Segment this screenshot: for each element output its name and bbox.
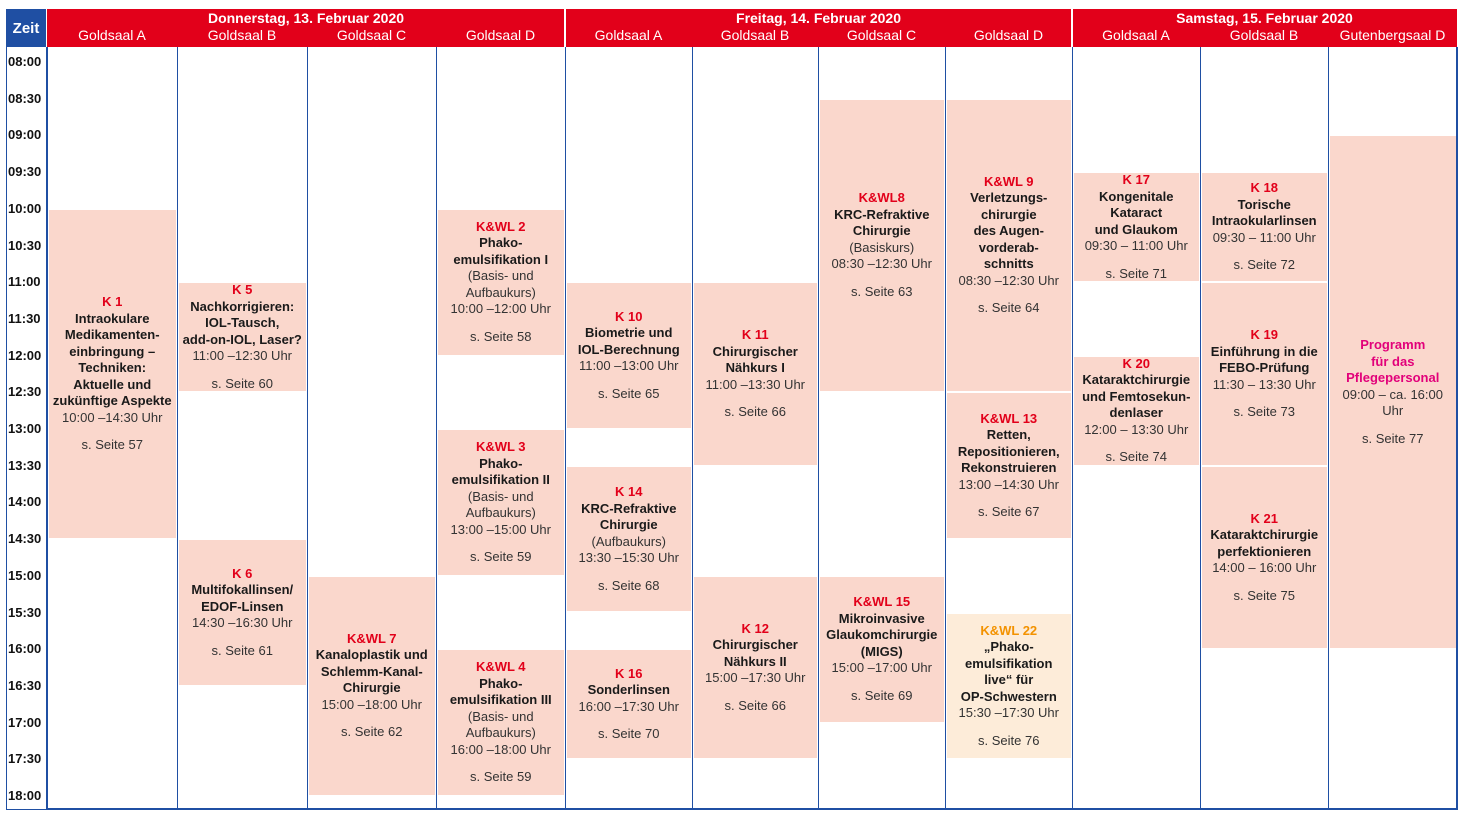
session-title-line: chirurgie: [980, 206, 1037, 222]
session-block[interactable]: [567, 467, 692, 612]
session-page-ref[interactable]: s. Seite 74: [1105, 449, 1167, 465]
session-code: K 20: [1122, 355, 1150, 371]
session-title-line: Repositionieren,: [957, 443, 1060, 459]
time-label: 17:30: [8, 751, 42, 767]
session-code: K 10: [615, 308, 643, 324]
session-title-line: und Glaukom: [1094, 221, 1178, 237]
room-column: [177, 47, 307, 810]
session-page-ref[interactable]: s. Seite 59: [470, 769, 532, 785]
time-label: 15:00: [8, 567, 42, 583]
session-time: 10:00 –12:00 Uhr: [450, 301, 551, 317]
time-label: 08:30: [8, 90, 42, 106]
session-title-line: schnitts: [983, 256, 1034, 272]
session-block[interactable]: [179, 540, 307, 685]
session-code: K 12: [741, 620, 769, 636]
session-title-line: einbringung –: [69, 343, 156, 359]
session-block[interactable]: [1074, 173, 1200, 281]
session-time: 16:00 –17:30 Uhr: [578, 698, 679, 714]
session-title-line: live“ für: [984, 672, 1034, 688]
session-code: K 6: [232, 565, 253, 581]
session-title-line: Multifokallinsen/: [191, 582, 294, 598]
room-label: Goldsaal B: [720, 27, 790, 43]
day-separator: [1071, 9, 1073, 47]
session-title-line: Schlemm-Kanal-: [320, 663, 423, 679]
session-code: K&WL 9: [983, 173, 1034, 189]
session-title-line: Chirurgischer: [712, 637, 798, 653]
session-page-ref[interactable]: s. Seite 77: [1362, 430, 1424, 446]
room-label: Goldsaal A: [594, 27, 663, 43]
session-title-line: Chirurgischer: [712, 343, 798, 359]
session-title-line: Chirurgie: [599, 517, 658, 533]
session-block[interactable]: [694, 577, 818, 759]
session-block[interactable]: [1202, 283, 1328, 465]
session-subtitle-line: (Basis- und: [467, 488, 534, 504]
session-time: 15:00 –17:00 Uhr: [831, 660, 932, 676]
session-title-line: zukünftige Aspekte: [52, 393, 172, 409]
time-label: 12:30: [8, 384, 42, 400]
session-title-line: emulsifikation III: [449, 692, 552, 708]
session-code: K&WL 22: [980, 622, 1038, 638]
day-title: Samstag, 15. Februar 2020: [1176, 10, 1353, 26]
session-code: K 17: [1122, 172, 1150, 188]
time-label: 13:30: [8, 457, 42, 473]
session-page-ref[interactable]: s. Seite 73: [1233, 404, 1295, 420]
session-title-line: Phako-: [479, 455, 523, 471]
session-title-line: Nähkurs I: [725, 360, 785, 376]
day-title: Freitag, 14. Februar 2020: [736, 10, 901, 26]
session-title-line: Techniken:: [78, 360, 147, 376]
session-time: 15:00 –18:00 Uhr: [321, 696, 422, 712]
session-block[interactable]: [567, 650, 692, 758]
session-title-line: KRC-Refraktive: [834, 206, 930, 222]
session-subtitle-line: Aufbaukurs): [465, 725, 536, 741]
session-page-ref[interactable]: s. Seite 66: [724, 697, 786, 713]
room-label: Goldsaal B: [1229, 27, 1299, 43]
session-page-ref[interactable]: s. Seite 69: [851, 687, 913, 703]
time-label: 16:30: [8, 677, 42, 693]
session-block[interactable]: [49, 210, 177, 538]
time-label: 15:30: [8, 604, 42, 620]
session-title-line: Retten,: [986, 427, 1031, 443]
session-title-line: IOL-Tausch,: [205, 315, 280, 331]
time-label: 09:30: [8, 164, 42, 180]
room-label: Goldsaal A: [1102, 27, 1170, 43]
time-label: 13:00: [8, 421, 42, 436]
session-page-ref[interactable]: s. Seite 68: [598, 577, 660, 593]
session-code: K&WL 3: [475, 439, 526, 455]
session-title-line: Biometrie und: [585, 325, 673, 341]
session-title-line: OP-Schwestern: [960, 688, 1057, 704]
session-title-line: Programm: [1360, 337, 1426, 353]
time-label: 14:00: [8, 494, 42, 510]
session-title-line: für das: [1371, 353, 1415, 369]
day-title: Donnerstag, 13. Februar 2020: [207, 10, 405, 26]
session-page-ref[interactable]: s. Seite 66: [724, 404, 786, 420]
session-code: K 21: [1250, 510, 1278, 526]
session-block[interactable]: [820, 577, 945, 722]
session-title-line: emulsifikation II: [451, 472, 550, 488]
session-title-line: Kataraktchirurgie: [1210, 527, 1319, 543]
session-title-line: IOL-Berechnung: [577, 341, 680, 357]
session-block[interactable]: [1074, 357, 1200, 465]
session-time: 08:30 –12:30 Uhr: [958, 272, 1059, 288]
session-block[interactable]: [1202, 467, 1328, 649]
time-label: 18:00: [8, 788, 42, 803]
session-subtitle-line: (Aufbaukurs): [591, 533, 666, 549]
session-time: 11:30 – 13:30 Uhr: [1212, 376, 1316, 392]
session-title-line: Rekonstruieren: [961, 460, 1057, 476]
session-title-line: Glaukomchirurgie: [826, 627, 938, 643]
session-time: 15:30 –17:30 Uhr: [958, 705, 1059, 721]
session-title-line: „Phako-: [983, 639, 1034, 655]
session-code: K 18: [1250, 180, 1278, 196]
session-title-line: Phako-: [479, 235, 523, 251]
session-block[interactable]: [820, 100, 945, 392]
session-block[interactable]: [1330, 136, 1457, 648]
session-page-ref[interactable]: s. Seite 67: [978, 504, 1040, 520]
session-time: 16:00 –18:00 Uhr: [450, 741, 551, 757]
session-title-line: (MIGS): [860, 643, 903, 659]
session-code: K&WL 15: [853, 594, 911, 610]
session-title-line: Chirurgie: [852, 223, 911, 239]
session-page-ref[interactable]: s. Seite 59: [470, 549, 532, 565]
session-code: K&WL8: [858, 190, 905, 206]
time-label: 10:00: [8, 200, 42, 216]
session-code: K&WL 7: [346, 630, 397, 646]
session-code: K&WL 4: [475, 659, 526, 675]
session-page-ref[interactable]: s. Seite 72: [1233, 257, 1295, 273]
room-label: Goldsaal D: [973, 27, 1044, 43]
session-time: 14:00 – 16:00 Uhr: [1212, 560, 1317, 576]
time-label: 10:30: [8, 237, 42, 253]
session-title-line: FEBO-Prüfung: [1219, 360, 1310, 376]
session-code: K 14: [615, 484, 643, 500]
session-time: 12:00 – 13:30 Uhr: [1084, 421, 1189, 437]
session-page-ref[interactable]: s. Seite 75: [1233, 587, 1295, 603]
session-page-ref[interactable]: s. Seite 57: [81, 437, 143, 453]
session-title-line: emulsifikation: [965, 655, 1053, 671]
session-page-ref[interactable]: s. Seite 62: [341, 724, 403, 740]
session-time: 09:30 – 11:00 Uhr: [1084, 238, 1188, 254]
session-time: 09:00 – ca. 16:00 Uhr: [1342, 386, 1443, 419]
session-page-ref[interactable]: s. Seite 64: [978, 300, 1040, 316]
session-code: K 11: [741, 327, 769, 343]
session-time: 15:00 –17:30 Uhr: [705, 670, 806, 686]
session-time: 13:00 –15:00 Uhr: [450, 521, 551, 537]
time-label: 08:00: [8, 54, 42, 69]
session-block[interactable]: [947, 614, 1072, 759]
room-label: Goldsaal C: [336, 27, 407, 43]
time-label: 12:00: [8, 347, 42, 363]
session-title-line: und Femtosekun-: [1082, 388, 1191, 404]
session-page-ref[interactable]: s. Seite 60: [211, 375, 273, 391]
session-subtitle-line: Aufbaukurs): [465, 505, 536, 521]
session-subtitle-line: (Basis- und: [467, 268, 534, 284]
session-block[interactable]: [309, 577, 436, 795]
time-label: 14:30: [8, 531, 42, 547]
room-label: Goldsaal C: [846, 27, 917, 43]
session-title-line: KRC-Refraktive: [581, 500, 677, 516]
session-title-line: Mikroinvasive: [838, 610, 925, 626]
session-title-line: EDOF-Linsen: [201, 598, 284, 614]
session-title-line: Kanaloplastik und: [315, 647, 428, 663]
session-title-line: emulsifikation I: [453, 251, 549, 267]
session-time: 11:00 –13:30 Uhr: [705, 376, 805, 392]
session-subtitle-line: (Basis- und: [467, 708, 534, 724]
session-block[interactable]: [179, 283, 307, 391]
session-title-line: Verletzungs-: [970, 190, 1048, 206]
session-title-line: Intraokularlinsen: [1211, 213, 1317, 229]
session-title-line: Kataraktchirurgie: [1082, 372, 1191, 388]
session-block[interactable]: [567, 283, 692, 428]
session-title-line: Sonderlinsen: [587, 682, 670, 698]
session-code: K&WL 13: [980, 410, 1038, 426]
session-subtitle-line: (Basiskurs): [849, 239, 915, 255]
zeit-header: Zeit: [6, 9, 46, 47]
session-time: 13:30 –15:30 Uhr: [578, 550, 679, 566]
session-title-line: perfektionieren: [1217, 543, 1312, 559]
session-title-line: vorderab-: [978, 239, 1039, 255]
session-title-line: Chirurgie: [342, 680, 401, 696]
session-title-line: des Augen-: [973, 223, 1044, 239]
time-label: 16:00: [8, 641, 42, 657]
session-page-ref[interactable]: s. Seite 61: [211, 642, 273, 658]
session-title-line: denlaser: [1109, 405, 1163, 421]
session-block[interactable]: [947, 100, 1072, 392]
session-title-line: Einführung in die: [1210, 343, 1318, 359]
session-block[interactable]: [438, 650, 565, 795]
time-label: 09:00: [8, 127, 42, 143]
session-time: 08:30 –12:30 Uhr: [831, 256, 932, 272]
session-time: 11:00 –13:00 Uhr: [579, 358, 679, 374]
session-block[interactable]: [947, 393, 1072, 538]
session-code: K&WL 2: [475, 218, 526, 234]
session-page-ref[interactable]: s. Seite 58: [470, 328, 532, 344]
session-title-line: Torische: [1237, 196, 1291, 212]
session-time: 11:00 –12:30 Uhr: [192, 348, 292, 364]
room-label: Gutenbergsaal D: [1339, 27, 1446, 43]
time-label: 11:00: [8, 274, 41, 290]
session-title-line: Kongenitale Kataract: [1099, 188, 1174, 221]
frame-bottom: [46, 808, 1457, 810]
session-block[interactable]: [438, 210, 565, 355]
session-time: 10:00 –14:30 Uhr: [62, 409, 163, 425]
session-title-line: Pflegepersonal: [1346, 370, 1440, 386]
session-page-ref[interactable]: s. Seite 63: [851, 283, 913, 299]
session-code: K 5: [232, 282, 253, 298]
session-title-line: Aktuelle und: [73, 376, 152, 392]
time-label: 17:00: [8, 714, 42, 730]
session-title-line: Nachkorrigieren:: [190, 298, 295, 314]
session-title-line: Phako-: [479, 675, 523, 691]
session-title-line: Intraokulare: [75, 310, 150, 326]
frame-right: [1456, 47, 1458, 810]
session-title-line: Nähkurs II: [723, 653, 787, 669]
session-title-line: add-on-IOL, Laser?: [182, 331, 302, 347]
session-page-ref[interactable]: s. Seite 65: [598, 385, 660, 401]
room-label: Goldsaal D: [465, 27, 536, 43]
session-code: K 19: [1250, 327, 1278, 343]
day-separator: [564, 9, 566, 47]
session-code: K 16: [615, 665, 643, 681]
session-subtitle-line: Aufbaukurs): [465, 284, 536, 300]
session-code: K 1: [102, 294, 123, 310]
session-time: 14:30 –16:30 Uhr: [192, 615, 293, 631]
time-label: 11:30: [8, 310, 41, 326]
session-page-ref[interactable]: s. Seite 71: [1105, 265, 1167, 281]
session-block[interactable]: [1202, 173, 1328, 281]
session-time: 13:00 –14:30 Uhr: [958, 476, 1059, 492]
session-page-ref[interactable]: s. Seite 70: [598, 726, 660, 742]
room-label: Goldsaal B: [207, 27, 277, 43]
session-page-ref[interactable]: s. Seite 76: [978, 732, 1040, 748]
room-label: Goldsaal A: [78, 27, 146, 43]
session-time: 09:30 – 11:00 Uhr: [1212, 229, 1316, 245]
session-block[interactable]: [694, 283, 818, 465]
session-block[interactable]: [438, 430, 565, 575]
session-title-line: Medikamenten-: [64, 327, 160, 343]
